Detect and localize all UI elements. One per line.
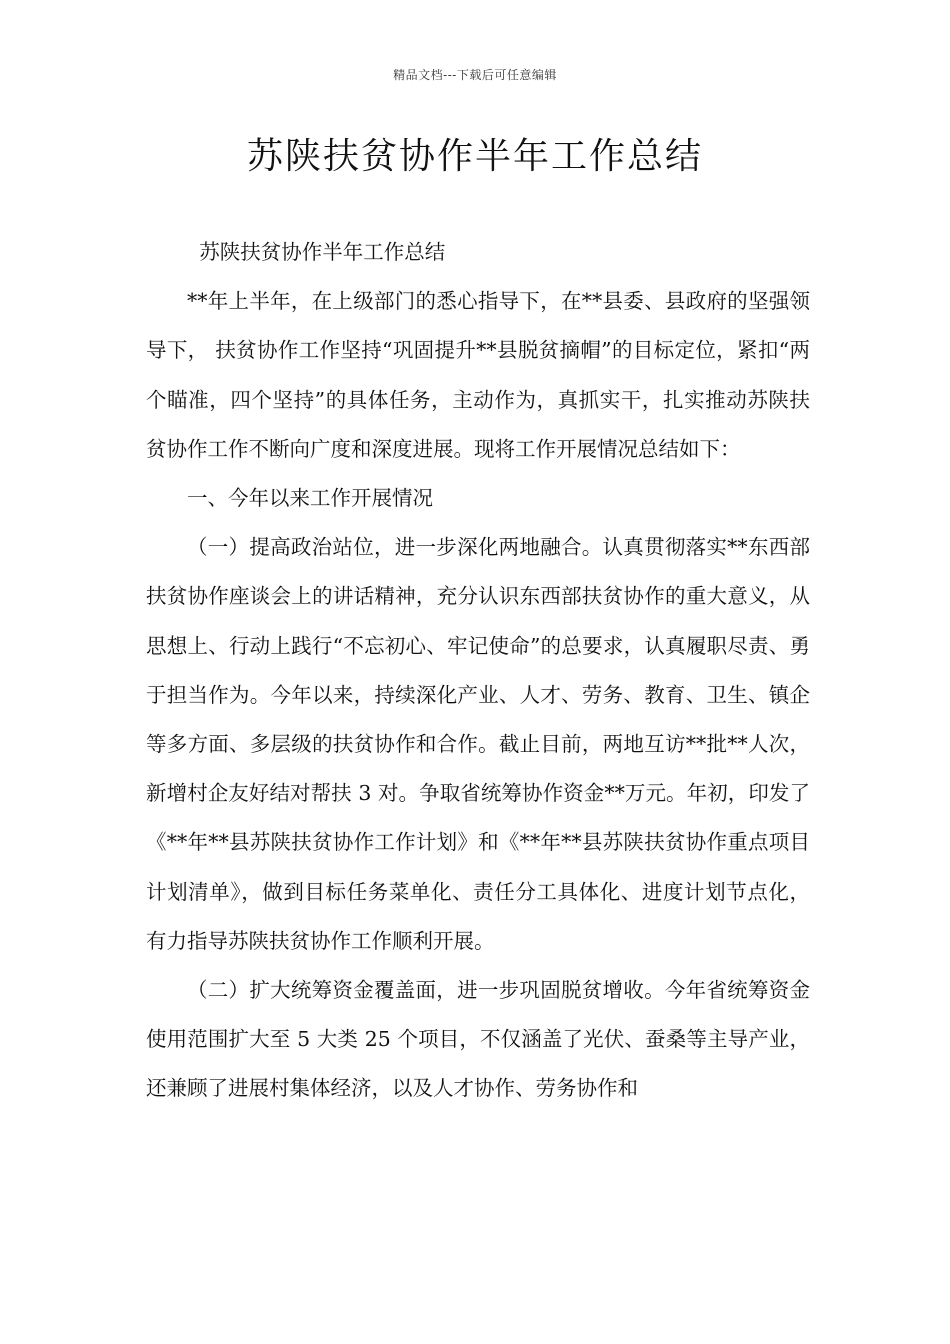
- document-body: [146, 228, 810, 1114]
- intro-paragraph: **年上半年，在上级部门的悉心指导下，在**县委、县政府的坚强领导下， 扶贫协作工作坚持“巩固提升**县脱贫摘帽”的目标定位，紧扣“两个瞄准，四个坚持”的具体任务，主动作为，真抓实干，扎实推动苏陕扶贫协作工作不断向广度和深度进展。现将工作开展情况总结如下：: [146, 289, 810, 461]
- body-paragraph: （一）提高政治站位，进一步深化两地融合。认真贯彻落实**东西部扶贫协作座谈会上的讲话精神，充分认识东西部扶贫协作的重大意义，从思想上、行动上践行“不忘初心、牢记使命”的总要求，认真履职尽责、勇于担当作为。今年以来，持续深化产业、人才、劳务、教育、卫生、镇企等多方面、多层级的扶贫协作和合作。截止目前，两地互访**批**人次，新增村企友好结对帮扶 3 对。争取省统筹协作资金**万元。年初，印发了《**年**县苏陕扶贫协作工作计划》和《**年**县苏陕扶贫协作重点项目计划清单》，做到目标任务菜单化、责任分工具体化、进度计划节点化，有力指导苏陕扶贫协作工作顺利开展。: [146, 535, 810, 953]
- header-note: 精品文档---下载后可任意编辑: [393, 68, 557, 82]
- subtitle-paragraph: 苏陕扶贫协作半年工作总结: [199, 240, 446, 264]
- document-title: 苏陕扶贫协作半年工作总结: [246, 136, 703, 177]
- body-paragraph: （二）扩大统筹资金覆盖面，进一步巩固脱贫增收。今年省统筹资金使用范围扩大至 5 大类 25 个项目，不仅涵盖了光伏、蚕桑等主导产业，还兼顾了进展村集体经济，以及人才协作、劳务协作和: [146, 978, 810, 1101]
- section-heading: 一、今年以来工作开展情况: [187, 486, 433, 511]
